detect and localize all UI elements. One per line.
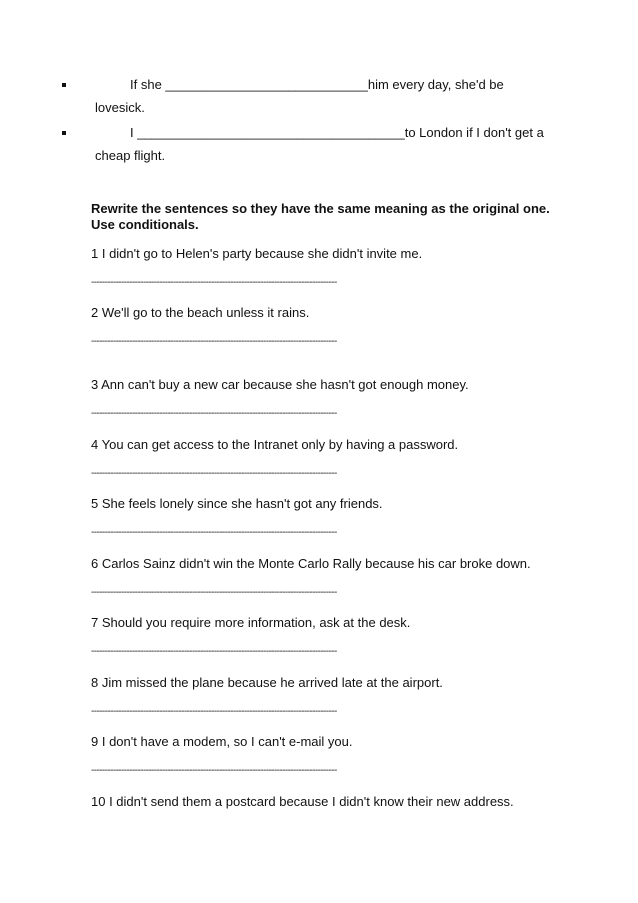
exercise-sentence: 1 I didn't go to Helen's party because she didn't invite me. xyxy=(91,246,423,261)
answer-line: ------------------------------------------------------------------------------------------ xyxy=(91,336,337,347)
exercise-sentence: 4 You can get access to the Intranet only by having a password. xyxy=(91,437,459,452)
answer-line: ------------------------------------------------------------------------------------------ xyxy=(91,587,337,598)
instructions-heading: Rewrite the sentences so they have the same meaning as the original one. Use conditionals. xyxy=(91,201,550,232)
answer-line: ------------------------------------------------------------------------------------------ xyxy=(91,408,337,419)
bullet-text: I _____________________________________to London if I don't get a xyxy=(130,125,544,140)
exercise-sentence: 8 Jim missed the plane because he arrived late at the airport. xyxy=(91,675,443,690)
bullet-text-continued: lovesick. xyxy=(95,100,145,115)
exercise-sentence: 3 Ann can't buy a new car because she hasn't got enough money. xyxy=(91,377,469,392)
answer-line: ------------------------------------------------------------------------------------------ xyxy=(91,646,337,657)
answer-line: ------------------------------------------------------------------------------------------ xyxy=(91,277,337,288)
bullet-text-continued: cheap flight. xyxy=(95,148,166,163)
exercise-sentence: 2 We'll go to the beach unless it rains. xyxy=(91,305,310,320)
bullet-marker xyxy=(62,131,66,135)
bullet-marker xyxy=(62,83,66,87)
answer-line: ------------------------------------------------------------------------------------------ xyxy=(91,527,337,538)
answer-line: ------------------------------------------------------------------------------------------ xyxy=(91,468,337,479)
exercise-sentence: 10 I didn't send them a postcard because I didn't know their new address. xyxy=(91,794,514,809)
bullet-text: If she ____________________________him every day, she'd be xyxy=(130,77,504,92)
answer-line: ------------------------------------------------------------------------------------------ xyxy=(91,765,337,776)
exercise-sentence: 9 I don't have a modem, so I can't e-mail you. xyxy=(91,734,353,749)
exercise-sentence: 7 Should you require more information, ask at the desk. xyxy=(91,615,411,630)
exercise-sentence: 6 Carlos Sainz didn't win the Monte Carlo Rally because his car broke down. xyxy=(91,556,531,571)
answer-line: ------------------------------------------------------------------------------------------ xyxy=(91,706,337,717)
exercise-sentence: 5 She feels lonely since she hasn't got any friends. xyxy=(91,496,383,511)
